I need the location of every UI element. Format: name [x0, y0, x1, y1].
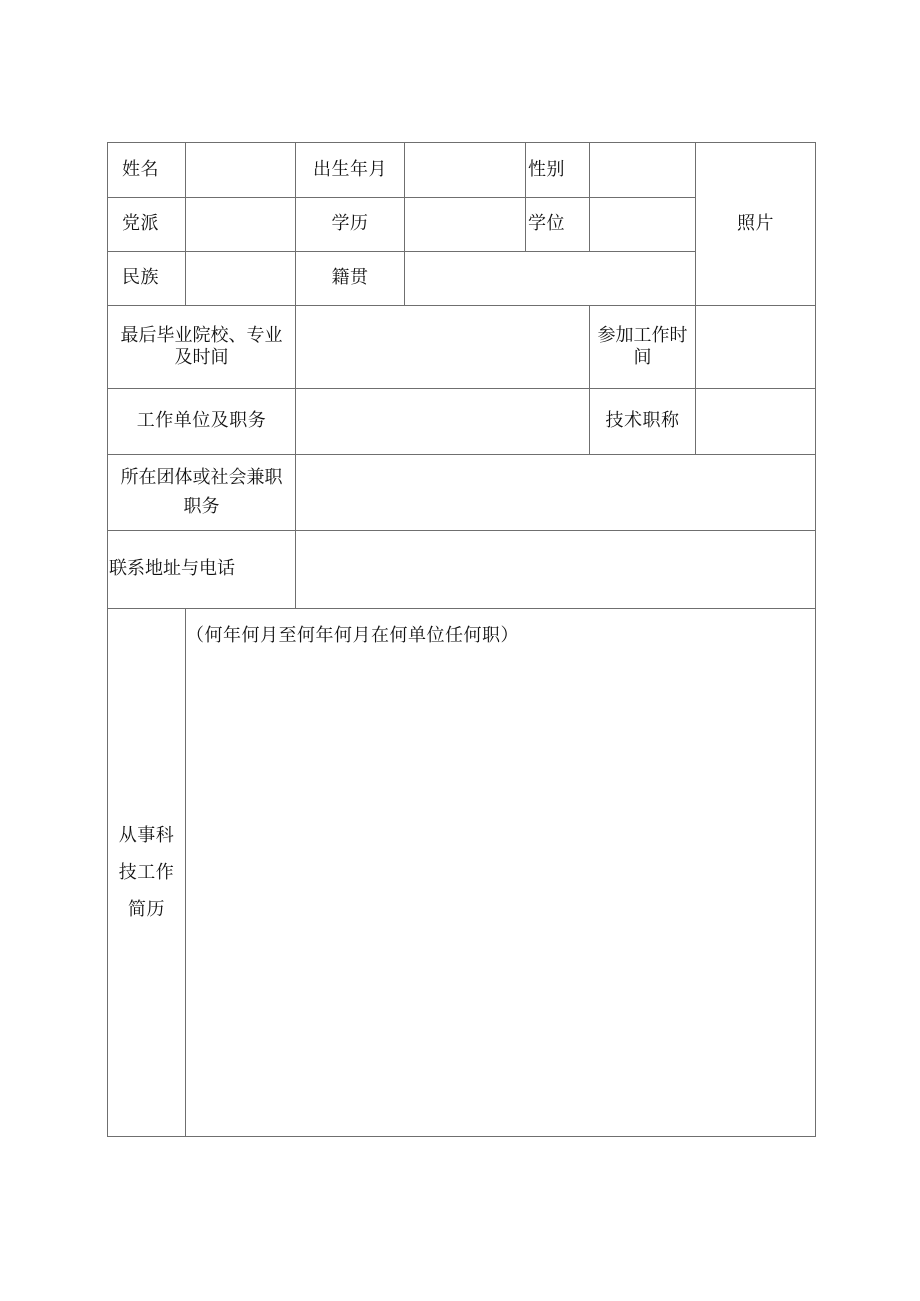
- societies-label: [107, 454, 296, 531]
- tech-title-field[interactable]: [695, 388, 816, 455]
- work-start-field[interactable]: [695, 305, 816, 389]
- native-place-field[interactable]: [404, 251, 696, 306]
- ethnicity-field[interactable]: [185, 251, 296, 306]
- name-label: 姓名: [107, 142, 186, 198]
- societies-label-line1: 所在团体或社会兼职: [120, 466, 283, 488]
- history-hint: （何年何月至何年何月在何单位任何职）: [186, 625, 519, 646]
- party-label: 党派: [107, 197, 186, 252]
- graduation-label: [107, 305, 296, 389]
- education-field[interactable]: [404, 197, 526, 252]
- degree-field[interactable]: [589, 197, 696, 252]
- work-start-label-line2: 间: [633, 347, 652, 368]
- photo-box[interactable]: 照片: [695, 142, 816, 306]
- tech-title-label: 技术职称: [589, 388, 696, 455]
- education-label: 学历: [295, 197, 405, 252]
- employer-label: 工作单位及职务: [107, 388, 296, 455]
- name-field[interactable]: [185, 142, 296, 198]
- gender-field[interactable]: [589, 142, 696, 198]
- history-label: [107, 608, 186, 1137]
- work-start-label-line1: 参加工作时: [597, 324, 688, 346]
- party-field[interactable]: [185, 197, 296, 252]
- birth-label: 出生年月: [295, 142, 405, 198]
- graduation-label-line2: 及时间: [174, 347, 229, 368]
- history-field[interactable]: [185, 608, 816, 1137]
- graduation-label-line1: 最后毕业院校、专业: [120, 324, 283, 346]
- gender-label: 性别: [525, 142, 590, 198]
- history-label-line2: 技工作: [118, 862, 175, 883]
- degree-label: 学位: [525, 197, 590, 252]
- history-label-line3: 简历: [128, 899, 165, 920]
- ethnicity-label: 民族: [107, 251, 186, 306]
- societies-label-line2: 职务: [183, 495, 220, 517]
- graduation-field[interactable]: [295, 305, 590, 389]
- contact-label: 联系地址与电话: [107, 530, 296, 609]
- employer-field[interactable]: [295, 388, 590, 455]
- history-label-line1: 从事科: [118, 825, 175, 846]
- work-start-label: [589, 305, 696, 389]
- native-place-label: 籍贯: [295, 251, 405, 306]
- contact-field[interactable]: [295, 530, 816, 609]
- birth-field[interactable]: [404, 142, 526, 198]
- societies-field[interactable]: [295, 454, 816, 531]
